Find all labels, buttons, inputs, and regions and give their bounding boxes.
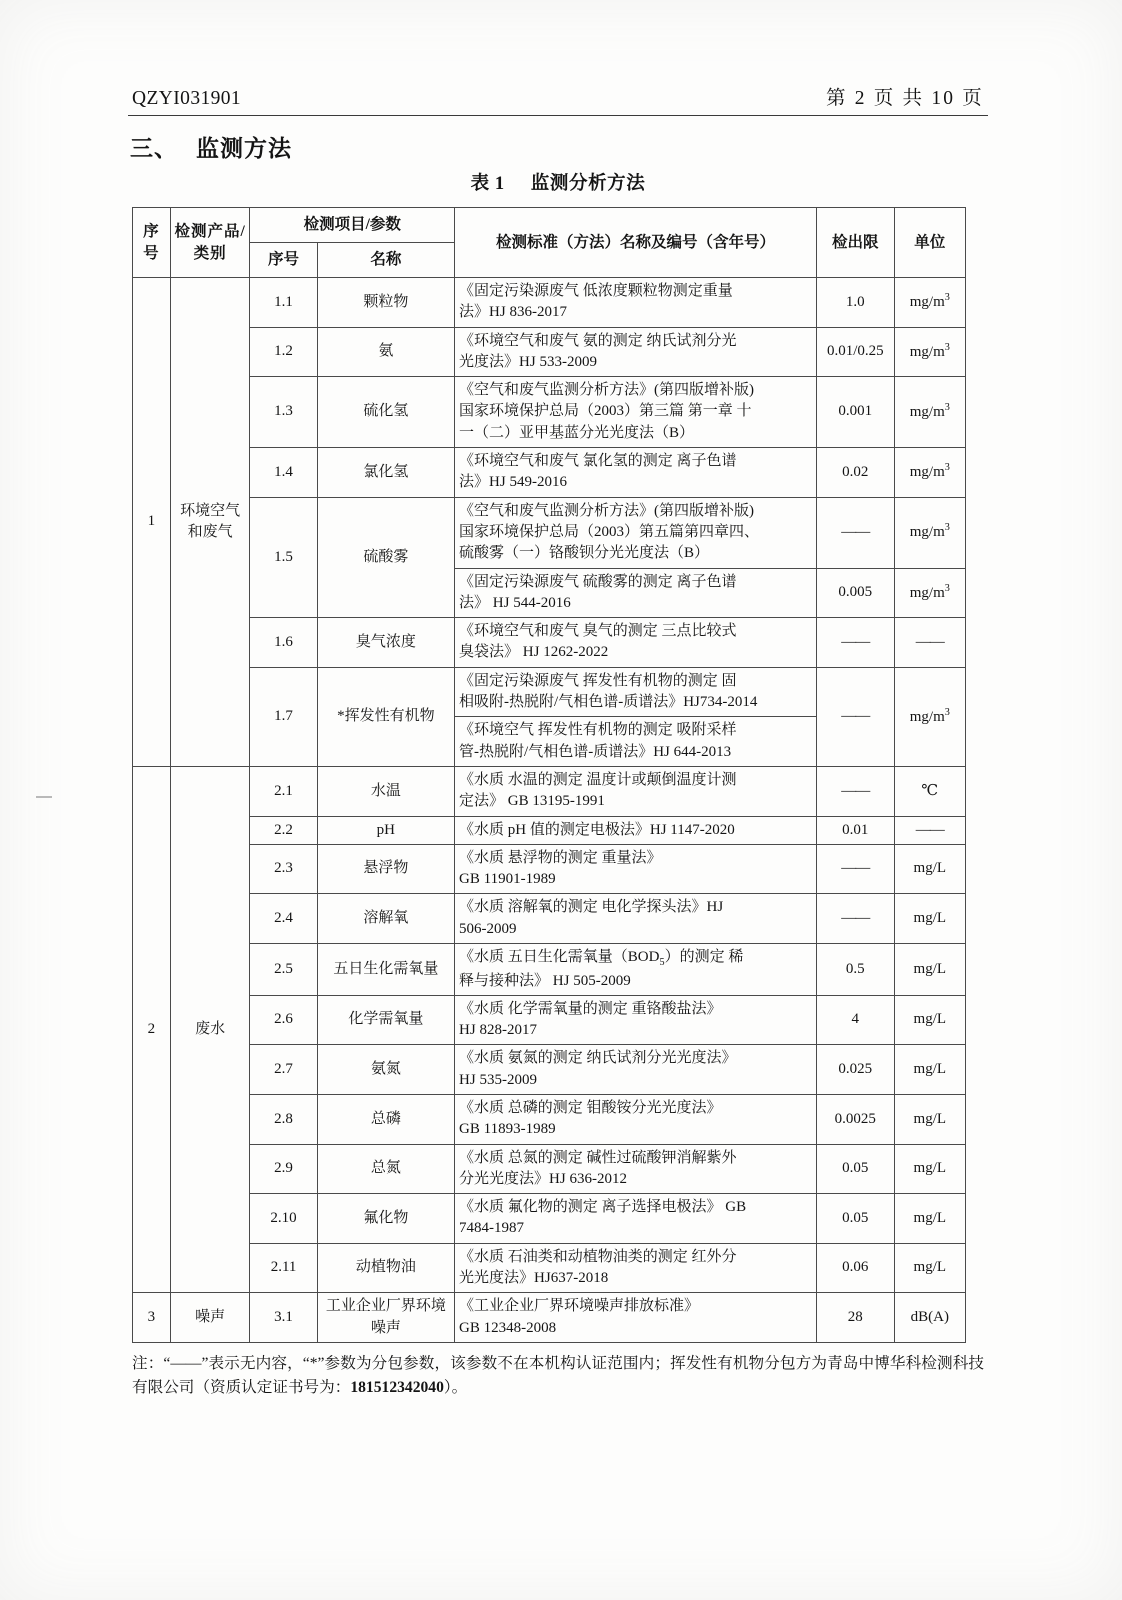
standard-method: 《水质 石油类和动植物油类的测定 红外分 光光度法》HJ637-2018 [455,1243,817,1293]
item-name: 化学需氧量 [317,995,454,1045]
group-category: 废水 [170,766,250,1292]
table-row [133,894,966,944]
item-name: 氨 [317,327,454,377]
unit-value: mg/L [894,1243,965,1293]
standard-method: 《固定污染源废气 低浓度颗粒物测定重量 法》HJ 836-2017 [455,278,817,328]
table-row [133,1293,966,1343]
table-row [133,497,966,568]
unit-value: —— [894,618,965,668]
col-item-name: 名称 [317,243,454,278]
table-row [133,618,966,668]
detection-limit: —— [816,894,894,944]
document-code: QZYI031901 [132,88,242,109]
table-row [133,816,966,844]
table-row [133,1045,966,1095]
detection-limit: 0.5 [816,944,894,996]
unit-value: mg/L [894,894,965,944]
col-item-group: 检测项目/参数 [250,208,455,243]
item-name: 氨氮 [317,1045,454,1095]
group-category: 环境空气和废气 [170,278,250,767]
standard-method: 《水质 悬浮物的测定 重量法》 GB 11901-1989 [455,844,817,894]
table-row [133,995,966,1045]
unit-value: $mg/m^3$ [894,377,965,448]
detection-limit: 0.0025 [816,1094,894,1144]
detection-limit: 1.0 [816,278,894,328]
table-caption-title: 监测分析方法 [530,174,646,194]
item-name: 氟化物 [317,1194,454,1244]
table-footnote [132,1352,984,1400]
item-index: 2.2 [250,816,317,844]
table-row [133,667,966,717]
item-index: 2.9 [250,1144,317,1194]
detection-limit: 0.06 [816,1243,894,1293]
table-row [133,1144,966,1194]
group-category: 噪声 [170,1293,250,1343]
table-row [133,1094,966,1144]
item-index: 2.10 [250,1194,317,1244]
standard-method: 《环境空气和废气 臭气的测定 三点比较式 臭袋法》 HJ 1262-2022 [455,618,817,668]
standard-method: 《空气和废气监测分析方法》(第四版增补版) 国家环境保护总局（2003）第五篇第四章四、 硫酸雾（一）铬酸钡分光光度法（B） [455,497,817,568]
unit-value: mg/L [894,944,965,996]
footnote-certificate-number: 181512342040 [350,1379,444,1397]
item-index: 2.3 [250,844,317,894]
col-unit: 单位 [894,208,965,278]
table-body [133,278,966,1343]
standard-method: 《水质 五日生化需氧量$(BOD_5)$的测定 稀 释与接种法》 HJ 505-2009 [455,944,817,996]
table-caption [128,169,988,195]
detection-limit: 0.05 [816,1144,894,1194]
unit-value: mg/L [894,1045,965,1095]
group-index: 1 [133,278,171,767]
item-name: 总磷 [317,1094,454,1144]
table-row [133,377,966,448]
item-index: 1.2 [250,327,317,377]
detection-limit: 28 [816,1293,894,1343]
item-index: 2.6 [250,995,317,1045]
unit-value: mg/L [894,995,965,1045]
standard-method: 《水质 pH 值的测定电极法》HJ 1147-2020 [455,816,817,844]
standard-method: 《水质 氨氮的测定 纳氏试剂分光光度法》 HJ 535-2009 [455,1045,817,1095]
detection-limit: 0.01 [816,816,894,844]
item-index: 2.1 [250,766,317,816]
item-name: 臭气浓度 [317,618,454,668]
item-index: 1.7 [250,667,317,766]
item-name: 工业企业厂界环境噪声 [317,1293,454,1343]
col-index: 序号 [133,208,171,278]
col-standard: 检测标准（方法）名称及编号（含年号） [455,208,817,278]
detection-limit: 4 [816,995,894,1045]
table-head [133,208,966,278]
footnote-text-tail: ）。 [443,1379,468,1397]
table-row [133,1194,966,1244]
detection-limit: —— [816,618,894,668]
standard-method: 《固定污染源废气 挥发性有机物的测定 固 相吸附-热脱附/气相色谱-质谱法》HJ734-2014 [455,667,817,717]
item-name: 五日生化需氧量 [317,944,454,996]
item-index: 1.3 [250,377,317,448]
col-lod: 检出限 [816,208,894,278]
unit-value: mg/L [894,1194,965,1244]
item-index: 2.11 [250,1243,317,1293]
item-name: 水温 [317,766,454,816]
unit-value: $mg/m^3$ [894,327,965,377]
item-name: *挥发性有机物 [317,667,454,766]
detection-limit: 0.02 [816,448,894,498]
item-name: 颗粒物 [317,278,454,328]
header-row-1 [133,208,966,243]
standard-method: 《水质 化学需氧量的测定 重铬酸盐法》 HJ 828-2017 [455,995,817,1045]
detection-limit: 0.005 [816,568,894,618]
footnote-prefix: 注： [132,1354,164,1372]
detection-limit: —— [816,667,894,766]
item-name: 硫化氢 [317,377,454,448]
item-index: 2.8 [250,1094,317,1144]
standard-method: 《水质 水温的测定 温度计或颠倒温度计测 定法》 GB 13195-1991 [455,766,817,816]
standard-method: 《水质 总氮的测定 碱性过硫酸钾消解紫外 分光光度法》HJ 636-2012 [455,1144,817,1194]
unit-value: dB(A) [894,1293,965,1343]
item-name: 溶解氧 [317,894,454,944]
detection-limit: 0.05 [816,1194,894,1244]
col-item-index: 序号 [250,243,317,278]
item-index: 2.4 [250,894,317,944]
standard-method: 《工业企业厂界环境噪声排放标准》 GB 12348-2008 [455,1293,817,1343]
item-index: 1.6 [250,618,317,668]
standard-method: 《环境空气和废气 氯化氢的测定 离子色谱 法》HJ 549-2016 [455,448,817,498]
table-row [133,844,966,894]
item-name: 总氮 [317,1144,454,1194]
standard-method: 《水质 氟化物的测定 离子选择电极法》 GB 7484-1987 [455,1194,817,1244]
item-name: pH [317,816,454,844]
section-title-text: 监测方法 [196,136,292,161]
standard-method: 《空气和废气监测分析方法》(第四版增补版) 国家环境保护总局（2003）第三篇 第一章 十 一（二）亚甲基蓝分光光度法（B） [455,377,817,448]
detection-limit: 0.01/0.25 [816,327,894,377]
detection-limit: 0.025 [816,1045,894,1095]
item-index: 2.5 [250,944,317,996]
detection-limit: —— [816,497,894,568]
item-name: 动植物油 [317,1243,454,1293]
detection-limit: —— [816,766,894,816]
table-row [133,278,966,328]
scan-artifact [36,796,52,798]
unit-value: $mg/m^3$ [894,448,965,498]
standard-method: 《环境空气和废气 氨的测定 纳氏试剂分光 光度法》HJ 533-2009 [455,327,817,377]
item-name: 硫酸雾 [317,497,454,617]
standard-method: 《环境空气 挥发性有机物的测定 吸附采样 管-热脱附/气相色谱-质谱法》HJ 644-2013 [455,717,817,767]
item-index: 1.4 [250,448,317,498]
item-index: 1.1 [250,278,317,328]
detection-limit: 0.001 [816,377,894,448]
standard-method: 《固定污染源废气 硫酸雾的测定 离子色谱 法》 HJ 544-2016 [455,568,817,618]
section-heading [130,130,988,163]
item-name: 悬浮物 [317,844,454,894]
unit-value: mg/L [894,844,965,894]
item-index: 1.5 [250,497,317,617]
col-category: 检测产品/类别 [170,208,250,278]
table-caption-label: 表 1 [470,174,505,194]
unit-value: $mg/m^3$ [894,667,965,766]
item-index: 2.7 [250,1045,317,1095]
item-index: 3.1 [250,1293,317,1343]
document-header [128,82,988,116]
unit-value: $mg/m^3$ [894,497,965,568]
unit-value: $mg/m^3$ [894,568,965,618]
monitoring-method-table [132,207,966,1343]
page-content [128,82,988,1400]
table-row [133,1243,966,1293]
page-number: 第 2 页 共 10 页 [825,88,984,109]
group-index: 2 [133,766,171,1292]
unit-value: mg/L [894,1144,965,1194]
table-row [133,327,966,377]
section-number: 三、 [130,136,178,161]
unit-value: —— [894,816,965,844]
detection-limit: —— [816,844,894,894]
unit-value: $mg/m^3$ [894,278,965,328]
standard-method: 《水质 溶解氧的测定 电化学探头法》HJ 506-2009 [455,894,817,944]
table-row [133,766,966,816]
group-index: 3 [133,1293,171,1343]
table-row [133,448,966,498]
standard-method: 《水质 总磷的测定 钼酸铵分光光度法》 GB 11893-1989 [455,1094,817,1144]
item-name: 氯化氢 [317,448,454,498]
footnote-text-main: “——”表示无内容，“*”参数为分包参数，该参数不在本机构认证范围内；挥发性有机物分包方为青岛中博华科检测科技有限公司（资质认定证书号为： [132,1354,984,1397]
unit-value: mg/L [894,1094,965,1144]
unit-value: ℃ [894,766,965,816]
table-row [133,944,966,996]
